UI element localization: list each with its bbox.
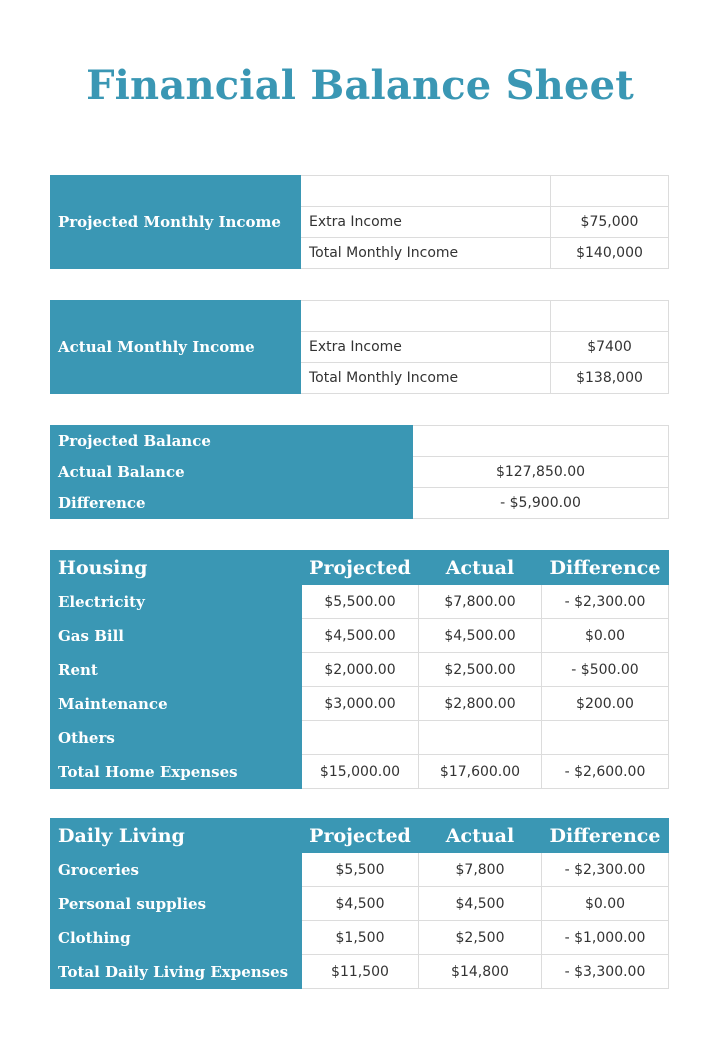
table-row xyxy=(51,887,669,921)
actual-income-table xyxy=(50,300,669,394)
difference-value: - $500.00 xyxy=(542,653,669,687)
page-title: Financial Balance Sheet xyxy=(86,62,634,109)
income-row-value xyxy=(551,301,669,332)
actual-value: $4,500 xyxy=(419,887,542,921)
row-label: Gas Bill xyxy=(51,619,302,653)
actual-value: $2,500.00 xyxy=(419,653,542,687)
projected-value: $4,500 xyxy=(302,887,419,921)
projected-value: $2,000.00 xyxy=(302,653,419,687)
balance-row-value xyxy=(413,426,669,457)
projected-value: $1,500 xyxy=(302,921,419,955)
projected-value: $11,500 xyxy=(302,955,419,989)
difference-value: - $1,000.00 xyxy=(542,921,669,955)
balance-row-label: Projected Balance xyxy=(51,426,413,457)
housing-header: Housing xyxy=(51,551,302,585)
projected-value: $4,500.00 xyxy=(302,619,419,653)
difference-value xyxy=(542,721,669,755)
income-row-value xyxy=(551,176,669,207)
balance-table xyxy=(50,425,669,519)
actual-value: $7,800.00 xyxy=(419,585,542,619)
projected-value: $3,000.00 xyxy=(302,687,419,721)
difference-value: $0.00 xyxy=(542,887,669,921)
daily-living-header: Daily Living xyxy=(51,819,302,853)
projected-income-table xyxy=(50,175,669,269)
difference-value: - $2,300.00 xyxy=(542,853,669,887)
income-row-label xyxy=(301,301,551,332)
projected-value: $5,500.00 xyxy=(302,585,419,619)
income-row-label: Total Monthly Income xyxy=(301,238,551,269)
column-header-difference: Difference xyxy=(542,819,669,853)
row-label: Total Daily Living Expenses xyxy=(51,955,302,989)
column-header-actual: Actual xyxy=(419,551,542,585)
housing-table xyxy=(50,550,669,789)
balance-row-value: - $5,900.00 xyxy=(413,488,669,519)
projected-value: $5,500 xyxy=(302,853,419,887)
difference-value: $200.00 xyxy=(542,687,669,721)
income-row-label: Extra Income xyxy=(301,332,551,363)
income-row-label xyxy=(301,176,551,207)
row-label: Others xyxy=(51,721,302,755)
row-label: Total Home Expenses xyxy=(51,755,302,789)
actual-value xyxy=(419,721,542,755)
row-label: Groceries xyxy=(51,853,302,887)
table-row xyxy=(51,619,669,653)
daily-living-table xyxy=(50,818,669,989)
row-label: Maintenance xyxy=(51,687,302,721)
income-row-value: $138,000 xyxy=(551,363,669,394)
column-header-projected: Projected xyxy=(302,819,419,853)
actual-value: $17,600.00 xyxy=(419,755,542,789)
table-row xyxy=(51,755,669,789)
actual-value: $2,800.00 xyxy=(419,687,542,721)
income-row-label: Extra Income xyxy=(301,207,551,238)
table-row xyxy=(51,585,669,619)
projected-income-label: Projected Monthly Income xyxy=(51,176,301,269)
projected-value: $15,000.00 xyxy=(302,755,419,789)
difference-value: - $2,300.00 xyxy=(542,585,669,619)
balance-row-label: Difference xyxy=(51,488,413,519)
income-row-value: $7400 xyxy=(551,332,669,363)
actual-value: $7,800 xyxy=(419,853,542,887)
row-label: Electricity xyxy=(51,585,302,619)
column-header-difference: Difference xyxy=(542,551,669,585)
row-label: Personal supplies xyxy=(51,887,302,921)
difference-value: - $2,600.00 xyxy=(542,755,669,789)
table-row xyxy=(51,955,669,989)
actual-value: $14,800 xyxy=(419,955,542,989)
table-row xyxy=(51,653,669,687)
row-label: Rent xyxy=(51,653,302,687)
income-row-value: $75,000 xyxy=(551,207,669,238)
difference-value: - $3,300.00 xyxy=(542,955,669,989)
income-row-label: Total Monthly Income xyxy=(301,363,551,394)
income-row-value: $140,000 xyxy=(551,238,669,269)
balance-row-value: $127,850.00 xyxy=(413,457,669,488)
actual-value: $4,500.00 xyxy=(419,619,542,653)
table-row xyxy=(51,687,669,721)
balance-row-label: Actual Balance xyxy=(51,457,413,488)
column-header-projected: Projected xyxy=(302,551,419,585)
table-row xyxy=(51,921,669,955)
projected-value xyxy=(302,721,419,755)
column-header-actual: Actual xyxy=(419,819,542,853)
table-row xyxy=(51,721,669,755)
actual-value: $2,500 xyxy=(419,921,542,955)
actual-income-label: Actual Monthly Income xyxy=(51,301,301,394)
difference-value: $0.00 xyxy=(542,619,669,653)
row-label: Clothing xyxy=(51,921,302,955)
table-row xyxy=(51,853,669,887)
